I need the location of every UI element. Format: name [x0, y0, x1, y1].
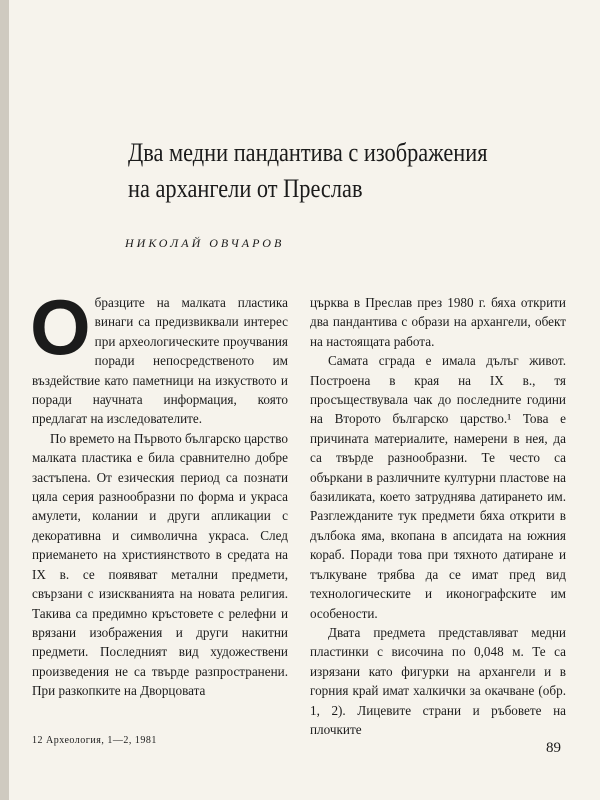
author-name: НИКОЛАЙ ОВЧАРОВ [125, 236, 285, 250]
paragraph-2: По времето на Първото българско царство малката пластика е била сравнително добре застъпена. От езическия период са познати цяла серия разнообразни по форма и украса амулети, колании и други апликации с декоративна и символична украса. След приемането на християнството в средата на IX в. се появяват метални предмети, свързани с изискванията на новата религия. Такива са предимно кръстовете с релефни и врязани изображения и други накитни предмети. Последният вид художествени произведения не са твърде разпространени. При разкопките на Дворцовата [32, 430, 288, 699]
page-edge [0, 0, 9, 800]
article-title [128, 135, 489, 207]
right-column [310, 293, 566, 739]
left-column [30, 283, 288, 701]
paragraph-3: църква в Преслав през 1980 г. бяха открити два пандантива с образи на архангели, обект на настоящата работа. [310, 295, 566, 349]
paragraph-1 [30, 283, 288, 429]
title-line-2: на архангели от Преслав [128, 174, 363, 203]
paragraph-5: Двата предмета представляват медни пластинки с височина по 0,048 м. Те са изрязани като фигурки на архангели и в горния край имат халкички за окачване (обр. 1, 2). Лицевите страни и ръбовете на плочките [310, 624, 566, 737]
page-number: 89 [546, 740, 561, 756]
title-line-1: Два медни пандантива с изображения [128, 138, 488, 167]
journal-footer: 12 Археология, 1—2, 1981 [32, 735, 157, 746]
paragraph-4: Самата сграда е имала дълъг живот. Построена в края на IX в., тя просъществувала чак до последните години на Второто българско царство.¹ Това е причината материалите, намерени в нея, да са твърде разнообразни. Те често са объркани в различните културни пластове на базиликата, което затруднява датирането им. Разглежданите тук предмети бяха открити в дълбока яма, вкопана в апсидата на южния кораб. Поради това при тяхното датиране и тълкуване трябва да се имат пред вид технологическите и иконографските им особености. [310, 353, 566, 621]
drop-cap: О [30, 283, 91, 371]
paragraph-1-text: бразците на малката пластика винаги са предизвиквали интерес при археологическите проучвания поради непосредственото им въздействие като паметници на изкуството и поради научната информация, която предлагат на изследователите. [32, 295, 288, 427]
